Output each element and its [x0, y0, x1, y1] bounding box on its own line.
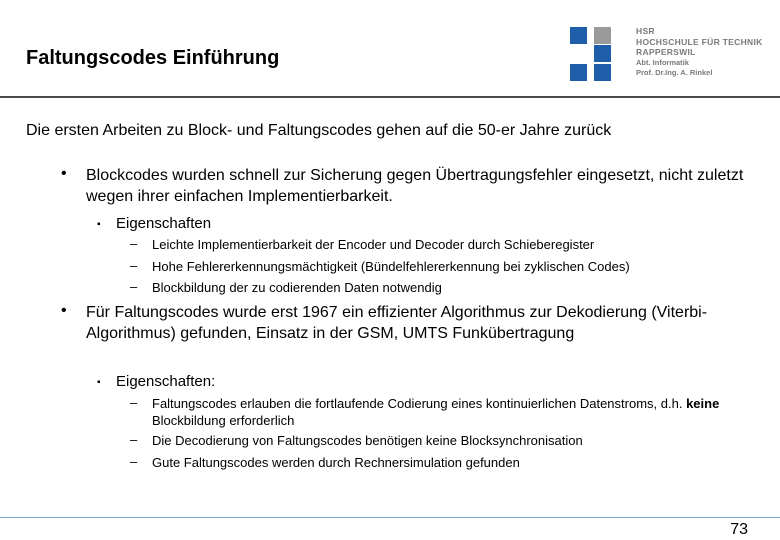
bullet-marker: • [61, 165, 67, 182]
list-item: Blockbildung der zu codierenden Daten notwendig [152, 280, 442, 295]
intro-text: Die ersten Arbeiten zu Block- und Faltungscodes gehen auf die 50-er Jahre zurück [26, 122, 612, 139]
logo-square [594, 27, 611, 44]
list-item-text: Faltungscodes erlauben die fortlaufende Codierung eines kontinuierlichen Datenstroms, d.h. [152, 396, 683, 411]
slide-title: Faltungscodes Einführung [26, 47, 280, 69]
logo-square [594, 45, 611, 62]
square-marker: ▪ [97, 219, 101, 230]
list-item [152, 395, 752, 429]
dash-marker: – [130, 279, 138, 294]
dash-marker: – [130, 454, 138, 469]
emphasis-keine: keine [686, 396, 720, 411]
logo-line: RAPPERSWIL [636, 47, 696, 57]
logo-square [570, 64, 587, 81]
list-item-text: Blockbildung erforderlich [152, 413, 295, 428]
logo-text [636, 26, 763, 79]
dash-marker: – [130, 236, 138, 251]
logo-line: HOCHSCHULE FÜR TECHNIK [636, 36, 763, 47]
sub-heading-eigenschaften: Eigenschaften [116, 215, 212, 232]
sub-heading-eigenschaften-2: Eigenschaften: [116, 373, 216, 390]
logo-line: HSR [636, 26, 655, 36]
list-item: Gute Faltungscodes werden durch Rechnersimulation gefunden [152, 455, 520, 470]
logo-line: Prof. Dr.Ing. A. Rinkel [636, 68, 713, 77]
dash-marker: – [130, 258, 138, 273]
logo-square [594, 64, 611, 81]
logo-square [570, 27, 587, 44]
footer-divider [0, 517, 780, 518]
logo-line: Abt. Informatik [636, 57, 689, 67]
intro-paragraph [26, 120, 766, 141]
bullet-marker: • [61, 302, 67, 319]
hsr-logo [570, 24, 775, 86]
square-marker: ▪ [97, 377, 101, 388]
page-number: 73 [730, 521, 748, 538]
dash-marker: – [130, 432, 138, 447]
title-divider [0, 96, 780, 98]
list-item: Hohe Fehlererkennungsmächtigkeit (Bündelfehlererkennung bei zyklischen Codes) [152, 259, 630, 274]
dash-marker: – [130, 395, 138, 410]
list-item: Leichte Implementierbarkeit der Encoder und Decoder durch Schieberegister [152, 237, 595, 252]
list-item: Die Decodierung von Faltungscodes benötigen keine Blocksynchronisation [152, 433, 583, 448]
bullet-blockcodes: Blockcodes wurden schnell zur Sicherung gegen Übertragungsfehler eingesetzt, nicht zuletzt wegen ihrer einfachen Implementierbarkeit. [86, 167, 744, 205]
bullet-faltungscodes: Für Faltungscodes wurde erst 1967 ein effizienter Algorithmus zur Dekodierung (Viterbi-Algorithmus) gefunden, Einsatz in der GSM, UMTS Funkübertragung [86, 304, 708, 342]
